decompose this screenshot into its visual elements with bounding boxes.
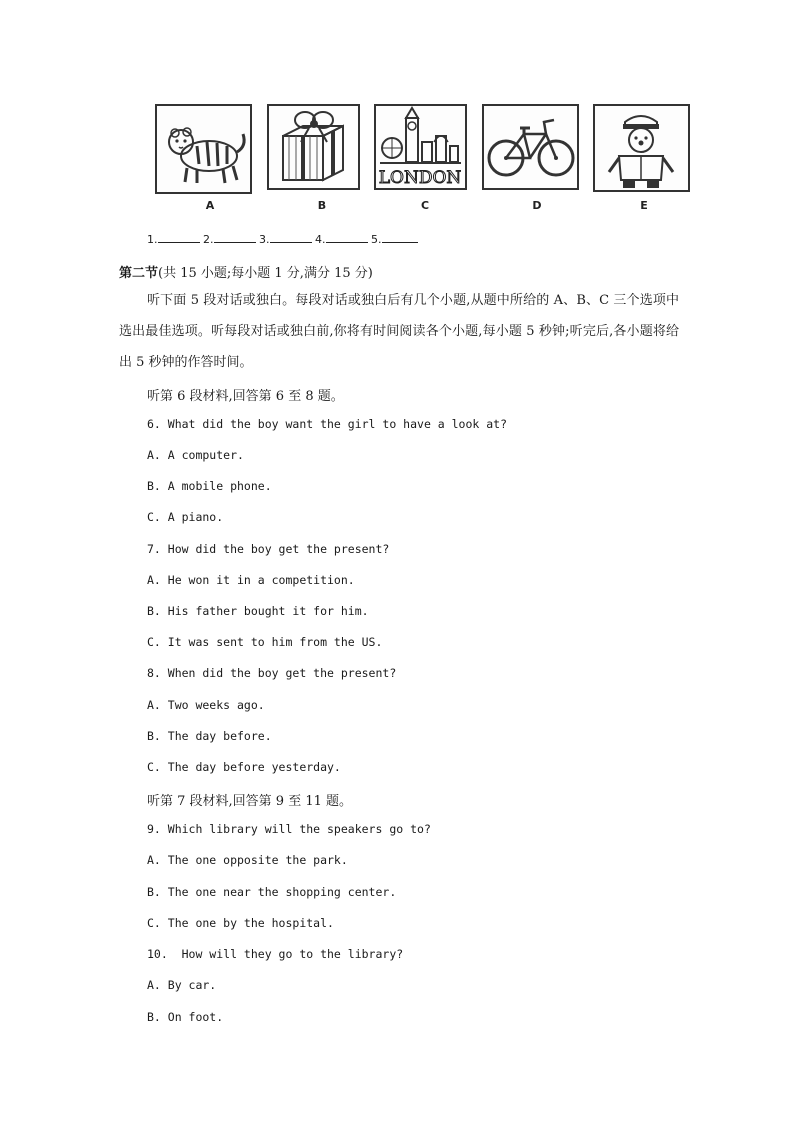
blank-number: 3. [259, 233, 270, 246]
option: C. It was sent to him from the US. [147, 635, 383, 649]
option: C. The one by the hospital. [147, 916, 334, 930]
option: C. The day before yesterday. [147, 760, 341, 774]
picture-label-a: A [205, 199, 215, 212]
group-intro: 听第 7 段材料,回答第 9 至 11 题。 [147, 794, 353, 809]
picture-label-c: C [420, 199, 430, 212]
answer-blank[interactable] [158, 231, 200, 243]
police-officer-icon [595, 106, 688, 190]
option: A. He won it in a competition. [147, 573, 355, 587]
question-stem: 10. How will they go to the library? [147, 947, 404, 961]
picture-b [267, 104, 360, 190]
blank-number: 1. [147, 233, 158, 246]
option: B. His father bought it for him. [147, 604, 369, 618]
section-heading [119, 262, 373, 281]
picture-label-b: B [317, 199, 327, 212]
question-stem: 7. How did the boy get the present? [147, 542, 390, 556]
answer-blank[interactable] [270, 231, 312, 243]
tiger-icon [157, 106, 250, 192]
london-icon [376, 106, 465, 188]
option: B. A mobile phone. [147, 479, 272, 493]
option: A. The one opposite the park. [147, 853, 348, 867]
picture-c [374, 104, 467, 190]
blank-number: 5. [371, 233, 382, 246]
blank-number: 2. [203, 233, 214, 246]
option: A. A computer. [147, 448, 244, 462]
question-stem: 9. Which library will the speakers go to? [147, 822, 431, 836]
picture-label-d: D [532, 199, 542, 212]
section-instructions: 听下面 5 段对话或独白。每段对话或独白后有几个小题,从题中所给的 A、B、C 三个选项中选出最佳选项。听每段对话或独白前,你将有时间阅读各个小题,每小题 5 秒钟;听完后,各小题将给出 5 秒钟的作答时间。 [119, 293, 679, 370]
question-stem: 6. What did the boy want the girl to have a look at? [147, 417, 508, 431]
picture-a [155, 104, 252, 194]
option: A. By car. [147, 978, 217, 992]
answer-blank[interactable] [326, 231, 368, 243]
group-intro: 听第 6 段材料,回答第 6 至 8 题。 [147, 389, 344, 404]
picture-e [593, 104, 690, 192]
picture-d [482, 104, 579, 190]
option: B. The one near the shopping center. [147, 885, 397, 899]
option: A. Two weeks ago. [147, 698, 265, 712]
gift-box-icon [269, 106, 358, 188]
bicycle-icon [484, 106, 577, 188]
answer-blank[interactable] [382, 231, 418, 243]
section-note: (共 15 小题;每小题 1 分,满分 15 分) [158, 266, 373, 281]
section-title: 第二节 [119, 266, 159, 281]
london-caption: LONDON [378, 168, 462, 188]
answer-blank[interactable] [214, 231, 256, 243]
blank-number: 4. [315, 233, 326, 246]
picture-strip [155, 104, 648, 214]
answer-blanks [147, 231, 418, 246]
question-stem: 8. When did the boy get the present? [147, 666, 397, 680]
picture-label-e: E [640, 199, 648, 212]
option: B. On foot. [147, 1010, 224, 1024]
option: C. A piano. [147, 510, 224, 524]
option: B. The day before. [147, 729, 272, 743]
